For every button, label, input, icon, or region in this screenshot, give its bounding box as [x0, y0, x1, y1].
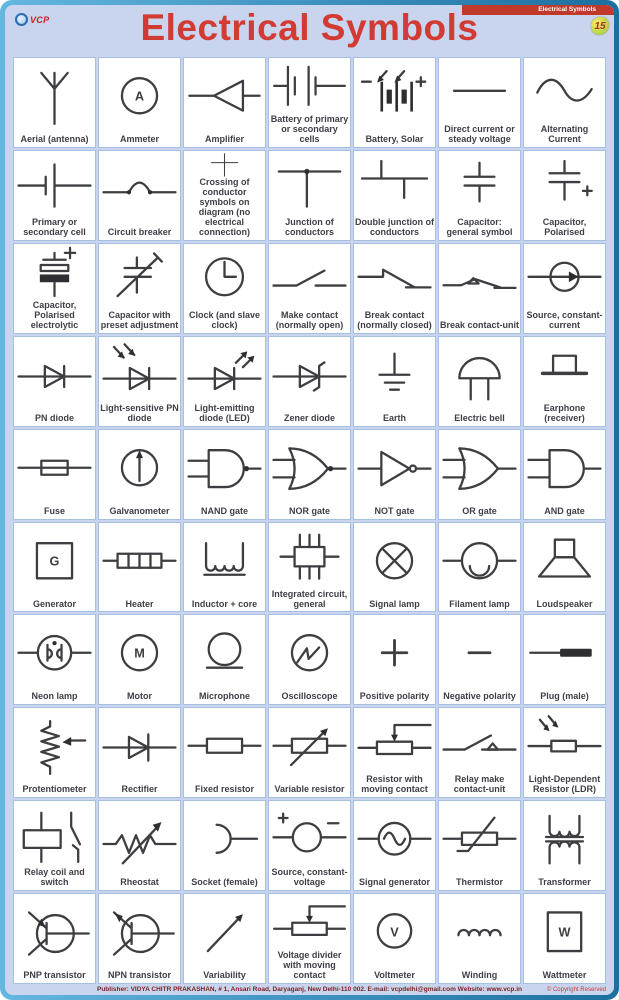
symbol-label: Transformer [538, 877, 591, 888]
ammeter-icon [100, 60, 179, 135]
symbol-cell-circuit-breaker [98, 150, 181, 241]
nor-gate-icon [270, 432, 349, 507]
symbol-cell-electric-bell [438, 336, 521, 427]
symbol-label: Relay coil and switch [24, 867, 85, 888]
symbol-cell-capacitor-polarised [523, 150, 606, 241]
symbol-label: Source, constant-current [526, 309, 603, 330]
capacitor-polarised-icon [525, 153, 604, 218]
capacitor-preset-icon [100, 246, 179, 311]
symbol-label: Break contact-unit [440, 319, 520, 330]
loudspeaker-icon [525, 525, 604, 600]
not-gate-icon [355, 432, 434, 507]
potentiometer-icon [15, 710, 94, 785]
symbol-label: PN diode [34, 412, 74, 423]
symbol-cell-filament-lamp [438, 522, 521, 613]
symbol-cell-socket-female [183, 800, 266, 891]
symbol-cell-inductor-core [183, 522, 266, 613]
amplifier-icon [185, 60, 264, 135]
symbol-label: Primary or secondary cell [23, 217, 86, 237]
symbol-label: Heater [125, 598, 154, 609]
svg-text:A: A [134, 88, 145, 104]
symbol-cell-variability [183, 893, 266, 984]
symbol-label: Earth [382, 412, 406, 423]
symbol-label: NAND gate [200, 505, 248, 516]
zener-diode-icon [270, 339, 349, 414]
svg-text:G: G [49, 553, 60, 569]
direct-current-icon [440, 60, 519, 125]
or-gate-icon [440, 432, 519, 507]
symbol-label: Light-Dependent Resistor (LDR) [528, 774, 601, 795]
filament-lamp-icon [440, 525, 519, 600]
rectifier-icon [100, 710, 179, 785]
pn-diode-icon [15, 339, 94, 414]
symbol-label: Plug (male) [540, 691, 589, 702]
symbol-label: Capacitor, Polarised electrolytic [30, 300, 79, 330]
break-contact-icon [355, 246, 434, 311]
symbol-cell-voltage-divider [268, 893, 351, 984]
alternating-current-icon [525, 60, 604, 125]
symbol-label: PNP transistor [23, 970, 86, 981]
svg-text:W: W [558, 924, 571, 940]
plug-male-icon [525, 617, 604, 692]
symbol-cell-or-gate [438, 429, 521, 520]
earphone-icon [525, 339, 604, 404]
footer [5, 985, 614, 994]
symbol-label: NOT gate [374, 505, 415, 516]
symbol-label: Fixed resistor [194, 784, 255, 795]
symbol-cell-resistor-moving-contact [353, 707, 436, 798]
symbol-label: Earphone (receiver) [543, 402, 586, 423]
oscilloscope-icon [270, 617, 349, 692]
symbol-label: Filament lamp [449, 598, 510, 609]
symbol-cell-transformer [523, 800, 606, 891]
symbol-label: Electric bell [454, 412, 505, 423]
symbol-cell-direct-current [438, 57, 521, 148]
battery-cells-icon [270, 60, 349, 115]
symbol-label: Galvanometer [109, 505, 170, 516]
symbol-label: Protentiometer [22, 784, 87, 795]
variable-resistor-icon [270, 710, 349, 785]
symbol-cell-battery-cells [268, 57, 351, 148]
light-sensitive-diode-icon [100, 339, 179, 404]
svg-text:M: M [134, 645, 145, 661]
poster-inner [5, 5, 614, 995]
symbol-label: Winding [461, 970, 498, 981]
source-constant-current-icon [525, 246, 604, 311]
symbol-label: Thermistor [455, 877, 503, 888]
symbol-cell-generator [13, 522, 96, 613]
symbol-cell-pnp-transistor [13, 893, 96, 984]
symbol-label: Socket (female) [191, 877, 258, 888]
double-junction-icon [355, 153, 434, 218]
socket-female-icon [185, 803, 264, 878]
symbol-label: Direct current or steady voltage [444, 124, 515, 144]
symbol-label: AND gate [544, 505, 585, 516]
symbol-label: Oscilloscope [281, 691, 338, 702]
symbol-cell-nand-gate [183, 429, 266, 520]
symbol-label: Battery of primary or secondary cells [270, 114, 349, 144]
symbol-cell-potentiometer [13, 707, 96, 798]
fixed-resistor-icon [185, 710, 264, 785]
symbol-label: Loudspeaker [536, 598, 593, 609]
break-contact-unit-icon [440, 246, 519, 321]
symbol-label: Light-sensitive PN diode [100, 402, 179, 423]
symbol-label: Break contact (normally closed) [357, 309, 432, 330]
symbol-cell-rheostat [98, 800, 181, 891]
cell-icon [15, 153, 94, 218]
symbol-label: Aerial (antenna) [20, 134, 89, 144]
symbol-label: Signal generator [358, 877, 430, 888]
symbol-cell-break-contact [353, 243, 436, 334]
symbol-cell-negative-polarity [438, 614, 521, 705]
symbol-cell-break-contact-unit [438, 243, 521, 334]
crossing-icon [185, 153, 264, 179]
symbol-cell-not-gate [353, 429, 436, 520]
symbol-label: Clock (and slave clock) [188, 309, 261, 330]
generator-icon [15, 525, 94, 600]
symbol-label: Capacitor, Polarised [542, 217, 587, 237]
symbol-cell-winding [438, 893, 521, 984]
symbol-cell-wattmeter [523, 893, 606, 984]
inductor-core-icon [185, 525, 264, 600]
symbol-label: Make contact (normally open) [275, 309, 344, 330]
symbol-label: Microphone [199, 691, 250, 702]
corner-label: Electrical Symbols [538, 6, 596, 13]
signal-generator-icon [355, 803, 434, 878]
symbol-cell-ldr [523, 707, 606, 798]
source-constant-voltage-icon [270, 803, 349, 868]
symbol-label: Voltmeter [374, 970, 415, 981]
symbol-label: Amplifier [204, 134, 244, 144]
symbol-label: Circuit breaker [107, 226, 172, 237]
symbol-cell-capacitor-electrolytic [13, 243, 96, 334]
fuse-icon [15, 432, 94, 507]
symbol-label: Capacitor: general symbol [446, 217, 513, 237]
symbol-cell-battery-solar [353, 57, 436, 148]
symbol-label: Crossing of conductor symbols on diagram (no electrical connection) [198, 177, 251, 237]
symbol-label: Rectifier [121, 784, 158, 795]
symbol-cell-capacitor-preset [98, 243, 181, 334]
signal-lamp-icon [355, 525, 434, 600]
resistor-moving-contact-icon [355, 710, 434, 775]
symbol-cell-heater [98, 522, 181, 613]
symbol-cell-voltmeter [353, 893, 436, 984]
symbol-label: Rheostat [120, 877, 159, 888]
symbol-label: Double junction of conductors [355, 217, 434, 237]
transformer-icon [525, 803, 604, 878]
symbol-cell-signal-generator [353, 800, 436, 891]
symbol-cell-positive-polarity [353, 614, 436, 705]
capacitor-electrolytic-icon [15, 246, 94, 301]
voltmeter-icon [355, 896, 434, 971]
symbol-cell-alternating-current [523, 57, 606, 148]
neon-lamp-icon [15, 617, 94, 692]
heater-icon [100, 525, 179, 600]
symbol-cell-plug-male [523, 614, 606, 705]
symbol-label: Ammeter [119, 134, 159, 144]
winding-icon [440, 896, 519, 971]
symbols-grid [13, 57, 606, 984]
symbol-label: Variability [203, 970, 246, 981]
symbol-cell-rectifier [98, 707, 181, 798]
symbol-cell-thermistor [438, 800, 521, 891]
symbol-label: Capacitor with preset adjustment [100, 309, 179, 330]
symbol-label: Zener diode [283, 412, 335, 423]
earth-icon [355, 339, 434, 414]
symbol-label: Voltage divider with moving contact [277, 950, 342, 981]
symbol-cell-led [183, 336, 266, 427]
symbol-label: OR gate [462, 505, 497, 516]
relay-coil-switch-icon [15, 803, 94, 868]
symbol-label: Resistor with moving contact [361, 774, 428, 795]
symbol-label: Battery, Solar [365, 134, 424, 144]
symbol-label: Integrated circuit, general [271, 588, 348, 609]
symbol-label: Motor [127, 691, 152, 702]
symbol-cell-loudspeaker [523, 522, 606, 613]
symbol-cell-make-contact [268, 243, 351, 334]
electric-bell-icon [440, 339, 519, 414]
symbol-cell-amplifier [183, 57, 266, 148]
symbol-label: Source, constant-voltage [271, 867, 348, 888]
symbol-label: Variable resistor [274, 784, 345, 795]
symbol-cell-capacitor [438, 150, 521, 241]
symbol-label: Relay make contact-unit [453, 774, 506, 795]
positive-polarity-icon [355, 617, 434, 692]
wattmeter-icon [525, 896, 604, 971]
negative-polarity-icon [440, 617, 519, 692]
rheostat-icon [100, 803, 179, 878]
and-gate-icon [525, 432, 604, 507]
nand-gate-icon [185, 432, 264, 507]
symbol-cell-oscilloscope [268, 614, 351, 705]
symbol-label: Positive polarity [359, 691, 430, 702]
led-icon [185, 339, 264, 404]
symbol-cell-aerial [13, 57, 96, 148]
thermistor-icon [440, 803, 519, 878]
logo-text: VCP [30, 14, 50, 25]
symbol-cell-source-constant-voltage [268, 800, 351, 891]
symbol-label: Signal lamp [369, 598, 420, 609]
symbol-cell-clock [183, 243, 266, 334]
symbol-cell-microphone [183, 614, 266, 705]
symbol-cell-zener-diode [268, 336, 351, 427]
symbol-cell-source-constant-current [523, 243, 606, 334]
symbol-cell-crossing [183, 150, 266, 241]
galvanometer-icon [100, 432, 179, 507]
symbol-cell-motor [98, 614, 181, 705]
symbol-cell-light-sensitive-diode [98, 336, 181, 427]
symbol-label: Negative polarity [443, 691, 516, 702]
symbol-cell-galvanometer [98, 429, 181, 520]
battery-solar-icon [355, 60, 434, 135]
symbol-cell-nor-gate [268, 429, 351, 520]
svg-text:V: V [390, 924, 399, 940]
symbol-label: NPN transistor [107, 970, 171, 981]
symbol-label: Junction of conductors [284, 217, 334, 237]
publisher-line: Publisher: VIDYA CHITR PRAKASHAN, # 1, Ansari Road, Daryaganj, New Delhi-110 002. E-mail: vcpdelhi@gmail.com Website: www.vcp.in [97, 986, 522, 993]
copyright-note: © Copyright Reserved [546, 986, 606, 993]
symbol-label: Fuse [43, 505, 65, 516]
aerial-icon [15, 60, 94, 135]
symbol-cell-ammeter [98, 57, 181, 148]
symbol-cell-neon-lamp [13, 614, 96, 705]
symbol-label: Alternating Current [540, 124, 589, 144]
symbol-cell-variable-resistor [268, 707, 351, 798]
symbol-cell-pn-diode [13, 336, 96, 427]
npn-transistor-icon [100, 896, 179, 971]
symbol-label: Light-emitting diode (LED) [194, 402, 255, 423]
pnp-transistor-icon [15, 896, 94, 971]
symbol-cell-relay-make-contact [438, 707, 521, 798]
symbol-cell-cell [13, 150, 96, 241]
symbol-cell-fixed-resistor [183, 707, 266, 798]
symbol-label: Wattmeter [542, 970, 587, 981]
symbol-cell-relay-coil-switch [13, 800, 96, 891]
integrated-circuit-icon [270, 525, 349, 590]
symbol-cell-integrated-circuit [268, 522, 351, 613]
symbol-cell-earphone [523, 336, 606, 427]
ldr-icon [525, 710, 604, 775]
relay-make-contact-icon [440, 710, 519, 775]
symbol-cell-double-junction [353, 150, 436, 241]
junction-icon [270, 153, 349, 218]
clock-icon [185, 246, 264, 311]
symbol-cell-junction [268, 150, 351, 241]
capacitor-icon [440, 153, 519, 218]
circuit-breaker-icon [100, 153, 179, 228]
symbol-label: Inductor + core [191, 598, 258, 609]
chart-number: 15 [594, 20, 606, 32]
symbol-label: Generator [32, 598, 76, 609]
symbol-label: Neon lamp [31, 691, 78, 702]
page-title: Electrical Symbols [140, 7, 479, 48]
symbol-cell-earth [353, 336, 436, 427]
symbol-cell-signal-lamp [353, 522, 436, 613]
symbol-label: NOR gate [288, 505, 330, 516]
voltage-divider-icon [270, 896, 349, 951]
make-contact-icon [270, 246, 349, 311]
symbol-cell-and-gate [523, 429, 606, 520]
symbol-cell-npn-transistor [98, 893, 181, 984]
microphone-icon [185, 617, 264, 692]
motor-icon [100, 617, 179, 692]
symbol-cell-fuse [13, 429, 96, 520]
variability-icon [185, 896, 264, 971]
